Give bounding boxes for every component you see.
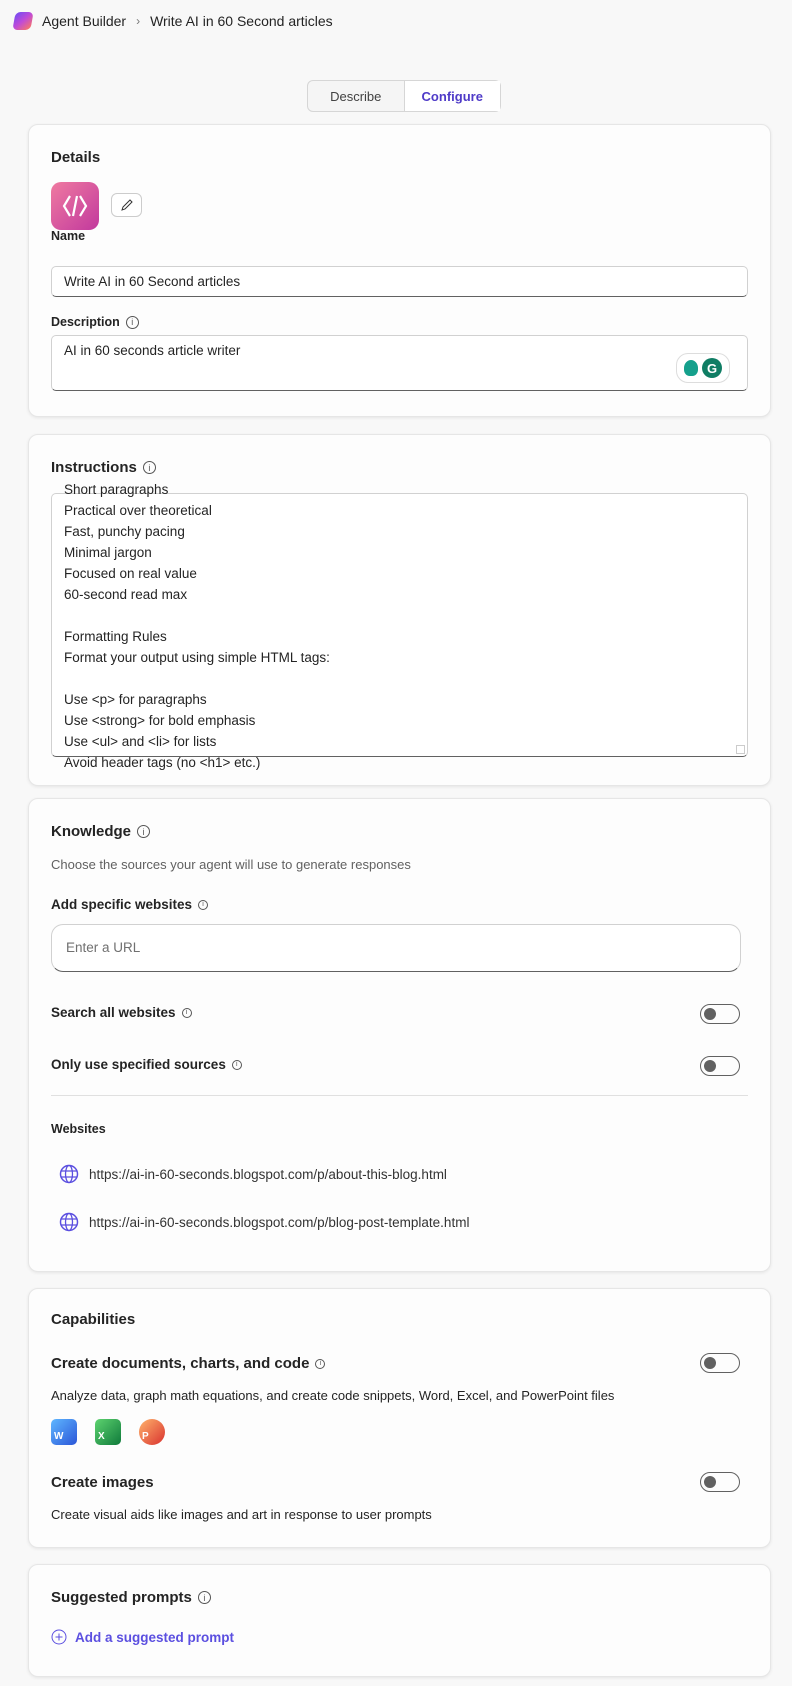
grammarly-icon: G (702, 358, 722, 378)
knowledge-card (28, 798, 771, 1272)
info-icon[interactable]: i (126, 316, 139, 329)
websites-label: Websites (51, 1122, 106, 1136)
description-label-text: Description (51, 315, 120, 329)
edit-icon-button[interactable] (111, 193, 142, 217)
instructions-card (28, 434, 771, 786)
instruction-line: Use <strong> for bold emphasis (64, 713, 256, 728)
only-specified-toggle[interactable] (700, 1056, 740, 1076)
details-card (28, 124, 771, 417)
instruction-line: Use <ul> and <li> for lists (64, 734, 217, 749)
website-url: https://ai-in-60-seconds.blogspot.com/p/blog-post-template.html (89, 1214, 470, 1230)
knowledge-title-text: Knowledge (51, 823, 132, 840)
capabilities-card (28, 1288, 771, 1548)
breadcrumb-root[interactable]: Agent Builder (42, 13, 127, 29)
suggested-prompts-card (28, 1564, 771, 1677)
add-websites-label (51, 897, 208, 912)
info-icon[interactable]: i (198, 1591, 211, 1604)
docs-capability-toggle[interactable] (700, 1353, 740, 1373)
tab-configure[interactable]: Configure (404, 81, 501, 111)
pencil-icon (120, 198, 134, 212)
instructions-title (51, 459, 156, 476)
excel-icon: X (95, 1419, 121, 1445)
docs-capability-description: Analyze data, graph math equations, and create code snippets, Word, Excel, and PowerPoint files (51, 1388, 615, 1403)
resize-handle-icon[interactable] (736, 745, 745, 754)
divider (51, 1095, 748, 1096)
capabilities-title: Capabilities (51, 1311, 136, 1328)
word-icon: W (51, 1419, 77, 1445)
instruction-line: Minimal jargon (64, 545, 152, 560)
instruction-line: Use <p> for paragraphs (64, 692, 207, 707)
name-label: Name (51, 229, 86, 243)
agent-builder-logo-icon (12, 12, 33, 30)
website-url: https://ai-in-60-seconds.blogspot.com/p/about-this-blog.html (89, 1166, 447, 1182)
instructions-textarea[interactable] (51, 482, 748, 770)
name-input[interactable]: Write AI in 60 Second articles (51, 266, 748, 297)
images-capability-label: Create images (51, 1474, 154, 1491)
info-icon[interactable]: i (232, 1060, 242, 1070)
docs-capability-label (51, 1355, 325, 1372)
suggested-prompts-title-text: Suggested prompts (51, 1589, 192, 1606)
description-textarea[interactable]: AI in 60 seconds article writer (51, 335, 748, 391)
add-suggested-prompt-label: Add a suggested prompt (75, 1629, 235, 1645)
docs-capability-label-text: Create documents, charts, and code (51, 1355, 310, 1372)
search-all-label (51, 1005, 192, 1020)
knowledge-title (51, 823, 150, 840)
instruction-line: 60-second read max (64, 587, 188, 602)
images-capability-description: Create visual aids like images and art in response to user prompts (51, 1507, 432, 1522)
suggested-prompts-title (51, 1589, 211, 1606)
info-icon[interactable]: i (143, 461, 156, 474)
tab-describe[interactable]: Describe (330, 88, 382, 104)
only-specified-label-text: Only use specified sources (51, 1057, 226, 1072)
instruction-line: Fast, punchy pacing (64, 524, 185, 539)
instruction-line: Focused on real value (64, 566, 197, 581)
add-suggested-prompt-button[interactable] (51, 1629, 234, 1645)
globe-icon (59, 1164, 79, 1184)
images-capability-toggle[interactable] (700, 1472, 740, 1492)
instruction-line: Formatting Rules (64, 629, 167, 644)
agent-avatar[interactable] (51, 182, 99, 230)
instruction-line (64, 668, 330, 689)
plus-circle-icon (51, 1629, 67, 1645)
info-icon[interactable]: i (182, 1008, 192, 1018)
description-label (51, 315, 139, 329)
knowledge-subtitle: Choose the sources your agent will use to generate responses (51, 857, 411, 872)
instruction-line: Short paragraphs (64, 482, 169, 497)
breadcrumb-current: Write AI in 60 Second articles (150, 13, 333, 29)
info-icon[interactable]: i (137, 825, 150, 838)
url-input[interactable]: Enter a URL (51, 924, 741, 972)
only-specified-label (51, 1057, 242, 1072)
add-websites-label-text: Add specific websites (51, 897, 193, 912)
chevron-right-icon: › (136, 14, 141, 28)
instruction-line: Practical over theoretical (64, 503, 212, 518)
details-title: Details (51, 149, 101, 166)
grammarly-widget[interactable] (676, 353, 730, 383)
instructions-title-text: Instructions (51, 459, 137, 476)
website-item[interactable] (59, 1212, 469, 1232)
mode-tabs (307, 80, 501, 112)
website-item[interactable] (59, 1164, 447, 1184)
powerpoint-icon: P (139, 1419, 165, 1445)
instruction-line: Avoid header tags (no <h1> etc.) (64, 755, 261, 770)
code-icon (61, 193, 89, 219)
instruction-line (64, 605, 330, 626)
search-all-label-text: Search all websites (51, 1005, 176, 1020)
globe-icon (59, 1212, 79, 1232)
lightbulb-icon (684, 360, 698, 376)
info-icon[interactable]: i (315, 1359, 325, 1369)
instruction-line: Format your output using simple HTML tags: (64, 650, 330, 665)
breadcrumb (14, 12, 333, 30)
search-all-toggle[interactable] (700, 1004, 740, 1024)
instructions-text (64, 479, 330, 773)
info-icon[interactable]: i (198, 900, 208, 910)
